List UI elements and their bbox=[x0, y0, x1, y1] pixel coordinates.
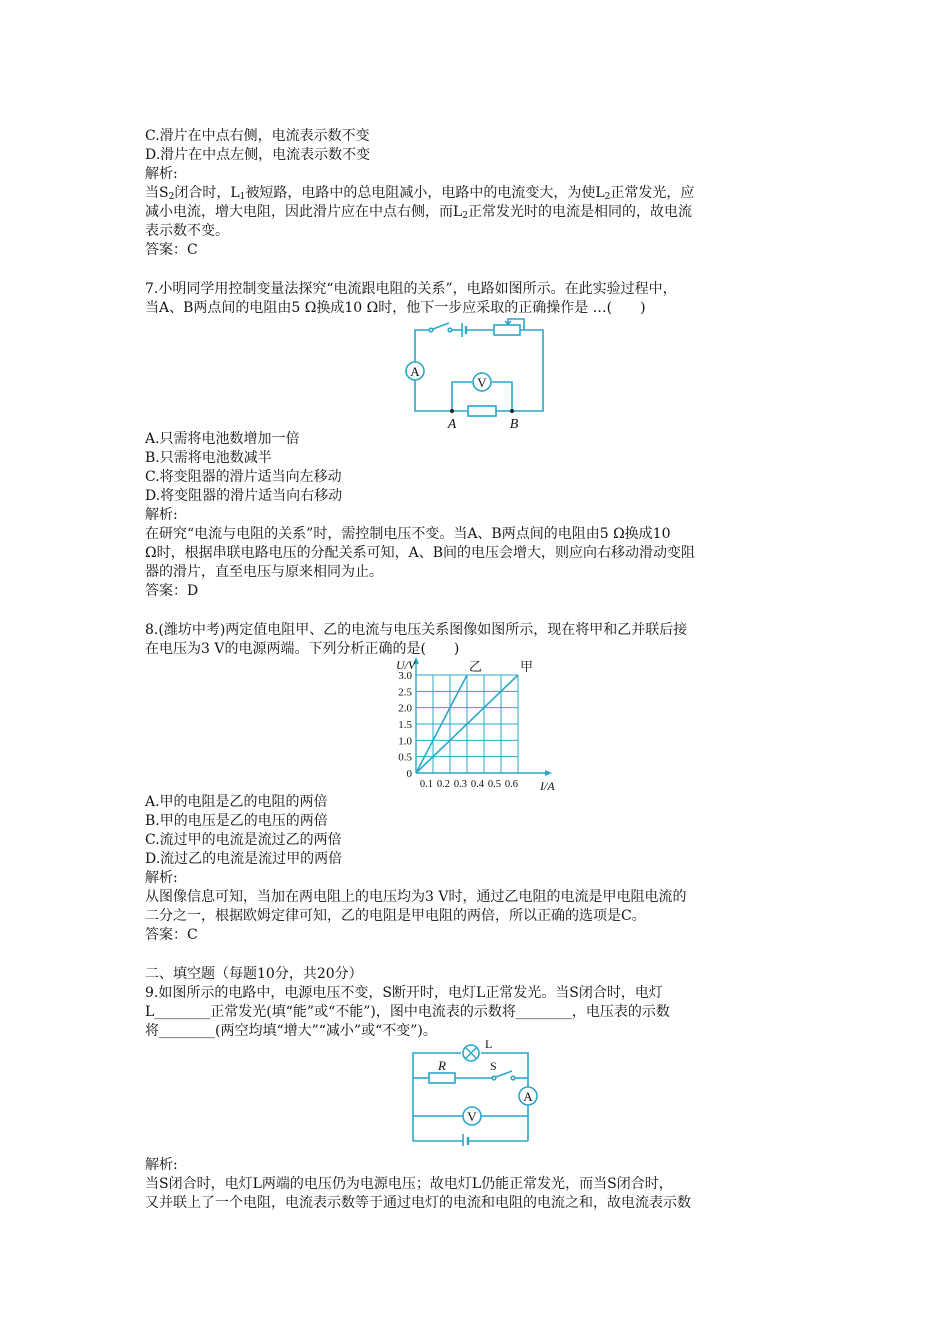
q6-answer: 答案：C bbox=[145, 242, 198, 258]
q7-point-b-label: B bbox=[509, 417, 519, 432]
q7-option-b: B.只需将电池数减半 bbox=[145, 450, 272, 466]
x-axis-arrow bbox=[545, 770, 552, 776]
y-tick-label: 1.0 bbox=[398, 735, 412, 748]
q9-analysis-line-2: 又并联上了一个电阻，电流表示数等于通过电灯的电流和电阻的电流之和，故电流表示数 bbox=[145, 1195, 691, 1211]
q9-analysis-label: 解析: bbox=[145, 1157, 178, 1173]
y-tick-label: 0.5 bbox=[398, 751, 412, 764]
y-axis-label: U/V bbox=[396, 658, 416, 672]
q6-option-c: C.滑片在中点右侧，电流表示数不变 bbox=[145, 128, 370, 144]
q9-stem-line-1: 9.如图所示的电路中，电源电压不变，S断开时，电灯L正常发光。当S闭合时，电灯 bbox=[145, 985, 663, 1001]
q7-circuit-figure bbox=[400, 315, 550, 433]
y-tick-label: 3.0 bbox=[398, 670, 412, 682]
q7-stem-line-1: 7.小明同学用控制变量法探究“电流跟电阻的关系”，电路如图所示。在此实验过程中， bbox=[145, 281, 677, 297]
q8-stem-line-2: 在电压为3 V的电源两端。下列分析正确的是( ) bbox=[145, 641, 460, 657]
q9-analysis-line-1: 当S闭合时，电灯L两端的电压仍为电源电压；故电灯L仍能正常发光，而当S闭合时， bbox=[145, 1176, 673, 1192]
q7-analysis-line-2: Ω时，根据串联电路电压的分配关系可知，A、B间的电压会增大，则应向右移动滑动变阻 bbox=[145, 545, 696, 561]
x-tick-label: 0.4 bbox=[470, 779, 484, 790]
q7-option-a: A.只需将电池数增加一倍 bbox=[145, 431, 300, 447]
q9-voltmeter-label: V bbox=[467, 1109, 477, 1124]
q7-option-d: D.将变阻器的滑片适当向右移动 bbox=[145, 488, 343, 504]
q7-option-c: C.将变阻器的滑片适当向左移动 bbox=[145, 469, 342, 485]
q9-ammeter-label: A bbox=[523, 1089, 533, 1104]
q8-stem-line-1: 8.(潍坊中考)两定值电阻甲、乙的电流与电压关系图像如图所示，现在将甲和乙并联后接 bbox=[145, 622, 688, 638]
q8-analysis-label: 解析: bbox=[145, 870, 178, 886]
q7-answer: 答案：D bbox=[145, 583, 199, 599]
x-tick-label: 0.1 bbox=[419, 779, 433, 790]
q6-option-d: D.滑片在中点左侧，电流表示数不变 bbox=[145, 147, 371, 163]
x-tick-label: 0.5 bbox=[487, 779, 501, 790]
q7-voltmeter-label: V bbox=[477, 375, 487, 390]
y-tick-label: 1.5 bbox=[398, 719, 412, 731]
q8-analysis-line-1: 从图像信息可知，当加在两电阻上的电压均为3 V时，通过乙电阻的电流是甲电阻电流的 bbox=[145, 889, 687, 905]
y-tick-label: 2.0 bbox=[398, 702, 412, 715]
q8-option-a: A.甲的电阻是乙的电阻的两倍 bbox=[145, 794, 328, 810]
q7-ammeter-label: A bbox=[410, 364, 420, 379]
q6-analysis-line-3: 表示数不变。 bbox=[145, 223, 229, 239]
section-2-heading: 二、填空题（每题10分，共20分） bbox=[145, 966, 363, 982]
x-tick-label: 0.6 bbox=[504, 779, 518, 790]
series-label-1: 甲 bbox=[520, 659, 534, 674]
q6-analysis-line-2: 减小电流，增大电阻，因此滑片应在中点右侧，而$L_2$正常发光时的电流是相同的，故电流 bbox=[145, 204, 693, 221]
q9-stem-line-3: 将________(两空均填“增大”“减小”或“不变”)。 bbox=[145, 1023, 437, 1039]
q8-analysis-line-2: 二分之一，根据欧姆定律可知，乙的电阻是甲电阻的两倍，所以正确的选项是C。 bbox=[145, 908, 646, 924]
q8-answer: 答案：C bbox=[145, 927, 198, 943]
q7-point-a-label: A bbox=[447, 417, 457, 432]
q8-option-b: B.甲的电压是乙的电压的两倍 bbox=[145, 813, 328, 829]
q7-analysis-label: 解析: bbox=[145, 507, 178, 523]
series-label-0: 乙 bbox=[469, 659, 483, 674]
q9-lamp-label: L bbox=[485, 1038, 493, 1051]
q7-analysis-line-1: 在研究“电流与电阻的关系”时，需控制电压不变。当A、B两点间的电阻由5 Ω换成10 bbox=[145, 526, 671, 542]
q8-voltage-current-chart bbox=[370, 652, 560, 792]
q8-option-d: D.流过乙的电流是流过甲的两倍 bbox=[145, 851, 343, 867]
q9-resistor-label: R bbox=[438, 1058, 446, 1073]
x-tick-label: 0.3 bbox=[453, 779, 467, 790]
q6-analysis-label: 解析: bbox=[145, 166, 178, 182]
q6-analysis-line-1: 当$S_2$闭合时，$L_1$被短路，电路中的总电阻减小，电路中的电流变大，为使$L_2$正常发光，应 bbox=[145, 185, 695, 202]
q8-option-c: C.流过甲的电流是流过乙的两倍 bbox=[145, 832, 342, 848]
x-tick-label: 0.2 bbox=[436, 779, 450, 790]
q9-circuit-figure bbox=[405, 1038, 545, 1146]
x-axis-label: I/A bbox=[540, 779, 555, 792]
y-tick-label: 2.5 bbox=[398, 686, 412, 699]
q9-stem-line-2: L________正常发光(填“能”或“不能”)，图中电流表的示数将________，电压表的示数 bbox=[145, 1004, 670, 1020]
q9-switch-label: S bbox=[490, 1059, 497, 1073]
q7-stem-line-2: 当A、B两点间的电阻由5 Ω换成10 Ω时，他下一步应采取的正确操作是 …( ) bbox=[145, 300, 646, 316]
q7-analysis-line-3: 器的滑片，直至电压与原来相同为止。 bbox=[145, 564, 383, 580]
y-tick-label: 0 bbox=[406, 768, 412, 780]
